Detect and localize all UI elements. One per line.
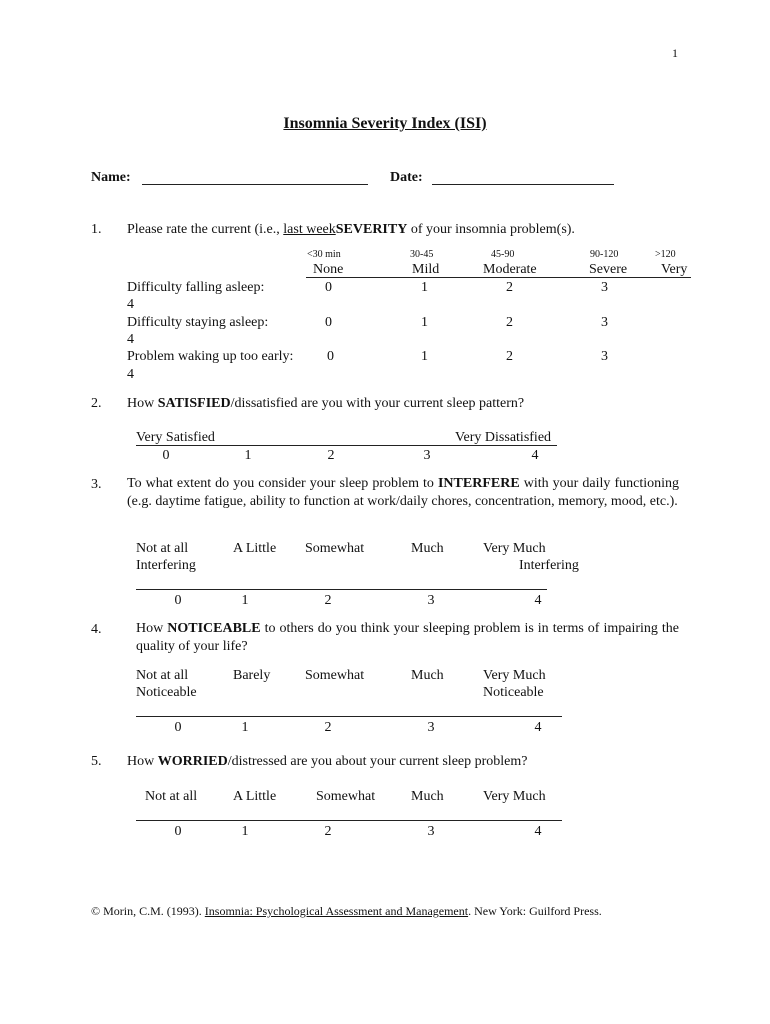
q1-item-falling-asleep-option-4[interactable]: 4	[127, 297, 134, 312]
q1-duration-0: <30 min	[307, 249, 341, 260]
citation-book-title: Insomnia: Psychological Assessment and Management	[204, 904, 469, 918]
q1-item-staying-asleep-option-0[interactable]: 0	[325, 315, 332, 330]
q5-option-1[interactable]: 1	[241, 824, 249, 839]
q5-label-somewhat: Somewhat	[316, 789, 376, 804]
q3-question: To what extent do you consider your sleep problem to INTERFERE with your daily functioning (e.g. daytime fatigue, ability to function at work/daily chores, concentration, memory, mood, etc.).	[127, 476, 679, 509]
name-field-line[interactable]	[142, 184, 368, 185]
q1-item-waking-early-option-3[interactable]: 3	[601, 349, 608, 364]
q2-number: 2.	[91, 396, 102, 411]
q1-scale-severe: Severe	[589, 262, 628, 277]
q3-label-interfering-left: Interfering	[136, 558, 196, 573]
q3-option-2[interactable]: 2	[324, 593, 332, 608]
q2-scale-rule	[136, 445, 557, 446]
q1-scale-none: None	[313, 262, 344, 277]
q2-anchor-very-dissatisfied: Very Dissatisfied	[455, 430, 552, 445]
q3-label-much: Much	[411, 541, 444, 556]
q4-option-1[interactable]: 1	[241, 720, 249, 735]
q1-scale-rule	[306, 277, 691, 278]
q4-option-0[interactable]: 0	[174, 720, 182, 735]
q1-item-staying-asleep-option-4[interactable]: 4	[127, 332, 134, 347]
q1-item-falling-asleep-option-1[interactable]: 1	[421, 280, 428, 295]
q3-option-1[interactable]: 1	[241, 593, 249, 608]
q1-item-waking-early: Problem waking up too early:	[127, 349, 294, 364]
q1-item-staying-asleep-option-2[interactable]: 2	[506, 315, 513, 330]
q2-option-2[interactable]: 2	[327, 448, 335, 463]
q1-duration-3: 90-120	[590, 249, 619, 260]
q1-item-waking-early-option-2[interactable]: 2	[506, 349, 513, 364]
q1-scale-moderate: Moderate	[483, 262, 537, 277]
q3-label-very-much: Very Much	[483, 541, 546, 556]
q3-label-not-at-all: Not at all	[136, 541, 189, 556]
q1-duration-2: 45-90	[491, 249, 515, 260]
q1-item-waking-early-option-1[interactable]: 1	[421, 349, 428, 364]
q2-option-3[interactable]: 3	[423, 448, 431, 463]
q3-label-interfering-right: Interfering	[519, 558, 579, 573]
page-number: 1	[672, 46, 678, 60]
date-label: Date:	[390, 170, 423, 185]
q4-label-somewhat: Somewhat	[305, 668, 365, 683]
q4-scale-rule	[136, 716, 562, 717]
q2-option-0[interactable]: 0	[162, 448, 170, 463]
q4-question: How NOTICEABLE to others do you think your sleeping problem is in terms of impairing the quality of your life?	[136, 621, 679, 654]
q5-label-not-at-all: Not at all	[145, 789, 198, 804]
q2-option-1[interactable]: 1	[244, 448, 252, 463]
q5-number: 5.	[91, 754, 102, 769]
q1-item-waking-early-option-4[interactable]: 4	[127, 367, 134, 382]
q3-option-0[interactable]: 0	[174, 593, 182, 608]
q2-anchor-very-satisfied: Very Satisfied	[136, 430, 215, 445]
q3-scale-rule	[136, 589, 547, 590]
q4-label-barely: Barely	[233, 668, 271, 683]
q1-item-staying-asleep-option-3[interactable]: 3	[601, 315, 608, 330]
q4-option-3[interactable]: 3	[427, 720, 435, 735]
q4-label-not-at-all: Not at all	[136, 668, 189, 683]
citation: © Morin, C.M. (1993). Insomnia: Psychological Assessment and Management. New York: Guilford Press.	[91, 904, 602, 918]
q5-label-much: Much	[411, 789, 444, 804]
q4-label-noticeable-left: Noticeable	[136, 685, 197, 700]
q5-scale-rule	[136, 820, 562, 821]
q4-option-4[interactable]: 4	[534, 720, 542, 735]
q3-label-somewhat: Somewhat	[305, 541, 365, 556]
q3-label-a-little: A Little	[233, 541, 277, 556]
q5-option-2[interactable]: 2	[324, 824, 332, 839]
q4-label-much: Much	[411, 668, 444, 683]
q1-scale-very: Very	[661, 262, 688, 277]
name-label: Name:	[91, 170, 131, 185]
q1-duration-4: >120	[655, 249, 676, 260]
q5-option-4[interactable]: 4	[534, 824, 542, 839]
q5-label-very-much: Very Much	[483, 789, 546, 804]
q1-scale-mild: Mild	[412, 262, 440, 277]
q4-label-noticeable-right: Noticeable	[483, 685, 544, 700]
q1-item-falling-asleep-option-2[interactable]: 2	[506, 280, 513, 295]
page-title: Insomnia Severity Index (ISI)	[283, 115, 487, 132]
date-field-line[interactable]	[432, 184, 614, 185]
q2-option-4[interactable]: 4	[531, 448, 539, 463]
q4-label-very-much: Very Much	[483, 668, 546, 683]
q1-number: 1.	[91, 222, 102, 237]
q2-question: How SATISFIED/dissatisfied are you with your current sleep pattern?	[127, 396, 525, 411]
q1-item-waking-early-option-0[interactable]: 0	[327, 349, 334, 364]
q3-option-4[interactable]: 4	[534, 593, 542, 608]
q4-option-2[interactable]: 2	[324, 720, 332, 735]
q3-option-3[interactable]: 3	[427, 593, 435, 608]
q3-number: 3.	[91, 477, 102, 492]
q5-option-3[interactable]: 3	[427, 824, 435, 839]
q5-option-0[interactable]: 0	[174, 824, 182, 839]
q1-item-falling-asleep-option-3[interactable]: 3	[601, 280, 608, 295]
q5-question: How WORRIED/distressed are you about your current sleep problem?	[127, 754, 528, 769]
q5-label-a-little: A Little	[233, 789, 277, 804]
q1-item-falling-asleep: Difficulty falling asleep:	[127, 280, 265, 295]
q1-item-staying-asleep: Difficulty staying asleep:	[127, 315, 269, 330]
q1-question: Please rate the current (i.e., last weekSEVERITY of your insomnia problem(s).	[127, 222, 575, 237]
q1-item-staying-asleep-option-1[interactable]: 1	[421, 315, 428, 330]
q4-number: 4.	[91, 622, 102, 637]
q1-item-falling-asleep-option-0[interactable]: 0	[325, 280, 332, 295]
q1-duration-1: 30-45	[410, 249, 434, 260]
